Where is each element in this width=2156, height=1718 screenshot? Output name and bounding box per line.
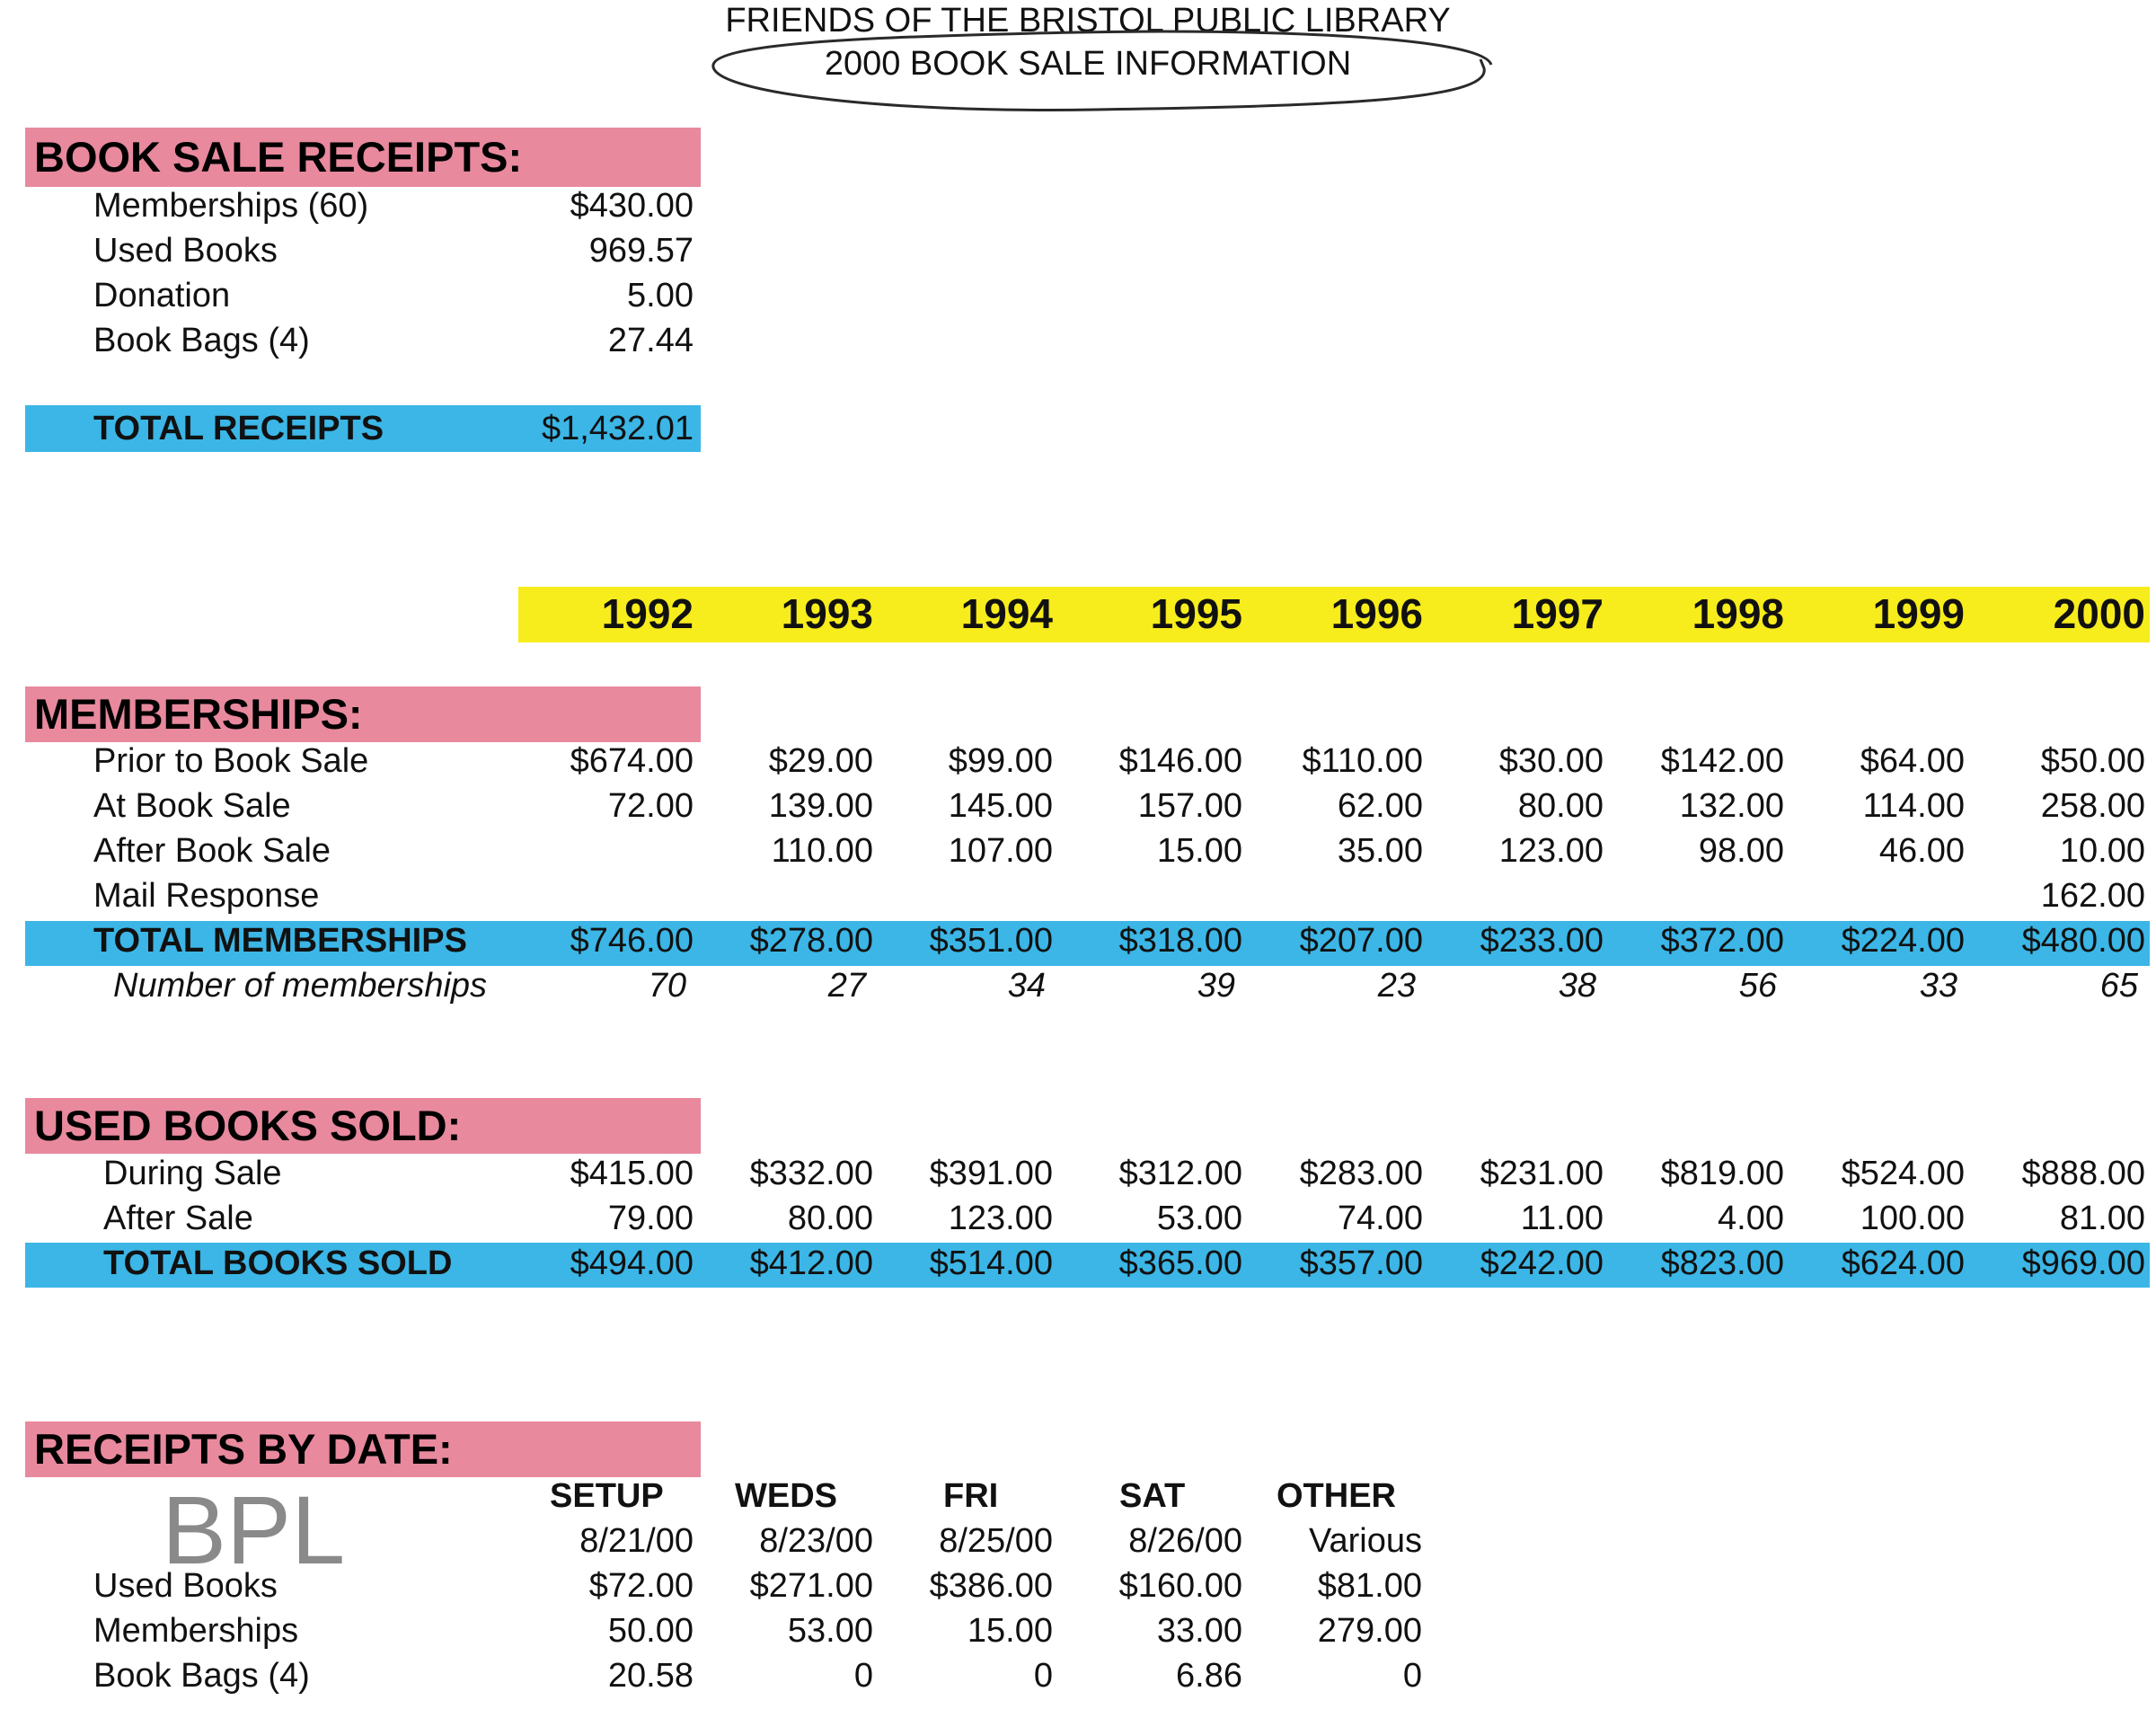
number-of-memberships-value: 65 [2099,967,2138,1005]
used-books-value: $231.00 [1480,1155,1604,1192]
total-receipts-value: $1,432.01 [541,410,694,447]
handdrawn-oval [701,18,1509,117]
year-header: 2000 [2053,590,2145,637]
number-of-memberships-value: 70 [648,967,686,1005]
date-column-header: WEDS [735,1477,837,1515]
receipt-value: 27.44 [607,322,694,359]
used-books-value: 4.00 [1718,1200,1784,1237]
total-memberships-value: $746.00 [570,922,694,960]
membership-value: 107.00 [948,832,1053,870]
date-receipt-value: $81.00 [1317,1567,1422,1605]
membership-value: 98.00 [1698,832,1784,870]
receipt-label: Donation [93,277,231,314]
date-receipt-value: 0 [1033,1657,1053,1695]
membership-value: 114.00 [1862,787,1965,825]
year-header: 1994 [960,590,1053,637]
membership-value: 132.00 [1679,787,1784,825]
date-receipt-value: $160.00 [1118,1567,1242,1605]
used-books-value: 100.00 [1860,1200,1965,1237]
year-header: 1999 [1872,590,1965,637]
membership-row-label: Prior to Book Sale [93,742,369,780]
bpl-watermark: BPL [162,1475,346,1584]
date-receipt-value: 33.00 [1156,1612,1242,1650]
membership-value: 46.00 [1878,832,1965,870]
date-receipt-value: 6.86 [1176,1657,1242,1695]
membership-value: 35.00 [1337,832,1423,870]
number-of-memberships-label: Number of memberships [113,967,488,1005]
membership-value: $146.00 [1118,742,1242,780]
receipts-heading: BOOK SALE RECEIPTS: [34,133,523,181]
date-row-label: Used Books [93,1567,278,1605]
date-value: 8/21/00 [579,1522,694,1560]
total-memberships-value: $207.00 [1299,922,1423,960]
date-receipt-value: 53.00 [787,1612,873,1650]
used-books-value: 81.00 [2059,1200,2145,1237]
membership-value: $142.00 [1660,742,1784,780]
used-books-value: 11.00 [1520,1200,1604,1237]
total-memberships-value: $372.00 [1660,922,1784,960]
total-books-sold-value: $494.00 [570,1244,694,1282]
number-of-memberships-value: 39 [1197,967,1235,1005]
total-books-sold-value: $969.00 [2021,1244,2145,1282]
receipt-value: 969.57 [588,232,694,270]
total-memberships-value: $480.00 [2021,922,2145,960]
used-books-heading: USED BOOKS SOLD: [34,1102,462,1149]
used-books-value: $391.00 [929,1155,1053,1192]
used-books-value: 80.00 [787,1200,873,1237]
membership-row-label: After Book Sale [93,832,331,870]
number-of-memberships-value: 38 [1558,967,1596,1005]
doc-subtitle: 2000 BOOK SALE INFORMATION [824,45,1352,83]
receipts-by-date-heading: RECEIPTS BY DATE: [34,1425,453,1473]
year-header: 1993 [781,590,873,637]
date-column-header: SETUP [550,1477,664,1515]
receipt-value: $430.00 [570,187,694,225]
membership-value: 258.00 [2040,787,2145,825]
date-receipt-value: 50.00 [607,1612,694,1650]
membership-value: $50.00 [2040,742,2145,780]
membership-value: 10.00 [2059,832,2145,870]
date-receipt-value: 0 [1402,1657,1422,1695]
date-value: Various [1308,1522,1422,1560]
membership-value: 62.00 [1337,787,1423,825]
number-of-memberships-value: 33 [1919,967,1957,1005]
number-of-memberships-value: 34 [1007,967,1046,1005]
year-header: 1992 [601,590,694,637]
membership-value: $99.00 [948,742,1053,780]
used-books-value: $524.00 [1841,1155,1965,1192]
total-books-sold-value: $624.00 [1841,1244,1965,1282]
used-books-value: $888.00 [2021,1155,2145,1192]
membership-row-label: At Book Sale [93,787,291,825]
membership-value: 139.00 [768,787,873,825]
total-books-sold-label: TOTAL BOOKS SOLD [103,1244,453,1282]
membership-value: $674.00 [570,742,694,780]
total-memberships-value: $233.00 [1480,922,1604,960]
used-books-value: 123.00 [948,1200,1053,1237]
membership-value: $64.00 [1860,742,1965,780]
date-value: 8/25/00 [939,1522,1053,1560]
membership-value: 162.00 [2040,877,2145,915]
year-header: 1997 [1511,590,1604,637]
year-header: 1996 [1330,590,1423,637]
used-books-value: 74.00 [1337,1200,1423,1237]
date-column-header: FRI [943,1477,999,1515]
membership-value: $110.00 [1302,742,1423,780]
number-of-memberships-value: 23 [1377,967,1416,1005]
year-header: 1998 [1692,590,1784,637]
membership-value: 110.00 [771,832,873,870]
total-memberships-label: TOTAL MEMBERSHIPS [93,922,467,960]
used-books-value: $312.00 [1118,1155,1242,1192]
membership-value: 72.00 [607,787,694,825]
total-memberships-value: $224.00 [1841,922,1965,960]
total-books-sold-value: $242.00 [1480,1244,1604,1282]
membership-value: 145.00 [948,787,1053,825]
date-receipt-value: $271.00 [749,1567,873,1605]
total-memberships-value: $278.00 [749,922,873,960]
used-books-row-label: After Sale [103,1200,253,1237]
date-receipt-value: 0 [853,1657,873,1695]
total-memberships-value: $318.00 [1118,922,1242,960]
number-of-memberships-value: 56 [1738,967,1777,1005]
total-books-sold-value: $514.00 [929,1244,1053,1282]
used-books-value: $332.00 [749,1155,873,1192]
total-books-sold-value: $365.00 [1118,1244,1242,1282]
date-row-label: Book Bags (4) [93,1657,310,1695]
date-receipt-value: 20.58 [607,1657,694,1695]
membership-row-label: Mail Response [93,877,320,915]
total-receipts-label: TOTAL RECEIPTS [93,410,384,447]
membership-value: 123.00 [1498,832,1604,870]
org-title: FRIENDS OF THE BRISTOL PUBLIC LIBRARY [725,2,1451,40]
receipt-label: Book Bags (4) [93,322,310,359]
date-row-label: Memberships [93,1612,299,1650]
used-books-value: 79.00 [607,1200,694,1237]
total-books-sold-value: $823.00 [1660,1244,1784,1282]
date-value: 8/26/00 [1128,1522,1242,1560]
membership-value: 15.00 [1156,832,1242,870]
date-receipt-value: 15.00 [967,1612,1053,1650]
membership-value: 80.00 [1517,787,1604,825]
membership-value: $29.00 [768,742,873,780]
memberships-heading: MEMBERSHIPS: [34,690,363,738]
used-books-row-label: During Sale [103,1155,282,1192]
used-books-value: $819.00 [1660,1155,1784,1192]
date-column-header: SAT [1119,1477,1186,1515]
total-books-sold-value: $357.00 [1299,1244,1423,1282]
date-receipt-value: 279.00 [1317,1612,1422,1650]
membership-value: 157.00 [1137,787,1242,825]
date-receipt-value: $386.00 [929,1567,1053,1605]
date-column-header: OTHER [1277,1477,1396,1515]
used-books-value: $283.00 [1299,1155,1423,1192]
receipt-value: 5.00 [627,277,694,314]
year-header: 1995 [1150,590,1242,637]
date-value: 8/23/00 [759,1522,873,1560]
total-books-sold-value: $412.00 [749,1244,873,1282]
receipt-label: Used Books [93,232,278,270]
date-receipt-value: $72.00 [588,1567,694,1605]
number-of-memberships-value: 27 [827,967,866,1005]
receipt-label: Memberships (60) [93,187,369,225]
total-memberships-value: $351.00 [929,922,1053,960]
membership-value: $30.00 [1498,742,1604,780]
used-books-value: $415.00 [570,1155,694,1192]
used-books-value: 53.00 [1156,1200,1242,1237]
